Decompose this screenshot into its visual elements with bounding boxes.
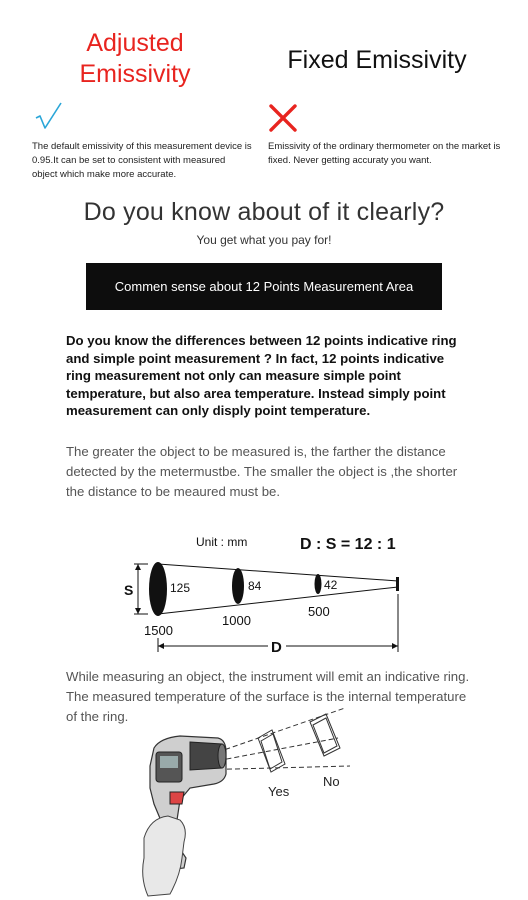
spot-label-125: 125 [170,581,191,595]
ratio-label: D : S = 12 : 1 [300,536,396,553]
unit-label: Unit : mm [196,535,248,549]
spot-small [315,574,322,594]
indicative-ring-diagram [140,708,370,898]
target-plane-yes [258,730,285,772]
thermometer-gun [143,736,226,896]
distance-label-500: 500 [308,604,330,619]
distance-spot-diagram [110,528,410,658]
spot-large [149,562,167,616]
fixed-description: Emissivity of the ordinary thermometer on the market is fixed. Never getting accuraty you want. [268,141,501,166]
distance-label-1000: 1000 [222,613,251,628]
adjusted-title-line2: Emissivity [79,60,191,88]
check-icon [34,101,64,131]
target-plane-no [310,714,340,756]
adjusted-title-line1: Adjusted [86,29,184,57]
spot-label-84: 84 [248,579,262,593]
section-heading: Do you know about of it clearly? [83,198,445,226]
distance-paragraph: The greater the object to be measured is, the farther the distance detected by the metermustbe. The smaller the object is ,the shorter the distance to be meaured must be. [66,444,458,499]
yes-label: Yes [268,784,290,799]
adjusted-emissivity-title [40,28,230,90]
cone-lower-line [158,587,398,614]
section-subheading: You get what you pay for! [196,233,332,247]
measurement-area-banner [86,263,442,310]
banner-label: Commen sense about 12 Points Measurement Area [114,279,414,294]
cone-upper-line [158,564,398,581]
no-label: No [323,774,340,789]
adjusted-description: The default emissivity of this measurement device is 0.95.It can be set to consistent with measured object which make more accurate. [32,141,252,180]
s-label: S [124,582,134,598]
fixed-emissivity-title: Fixed Emissivity [287,46,467,74]
sensor-end [396,577,399,591]
indicative-ring-paragraph: While measuring an object, the instrument will emit an indicative ring. The measured temperature of the surface is the internal temperature of the ring. [66,669,470,724]
cross-icon [268,103,298,133]
distance-label-1500: 1500 [144,623,173,638]
spot-medium [232,568,244,604]
d-label: D [271,639,282,656]
bold-paragraph: Do you know the differences between 12 points indicative ring and simple point measurement ? In fact, 12 points indicative ring measurement not only can measure simple point temperature, but also area temperature. Instead simply point measurement can only disply point temperature. [66,333,457,418]
spot-label-42: 42 [324,578,338,592]
